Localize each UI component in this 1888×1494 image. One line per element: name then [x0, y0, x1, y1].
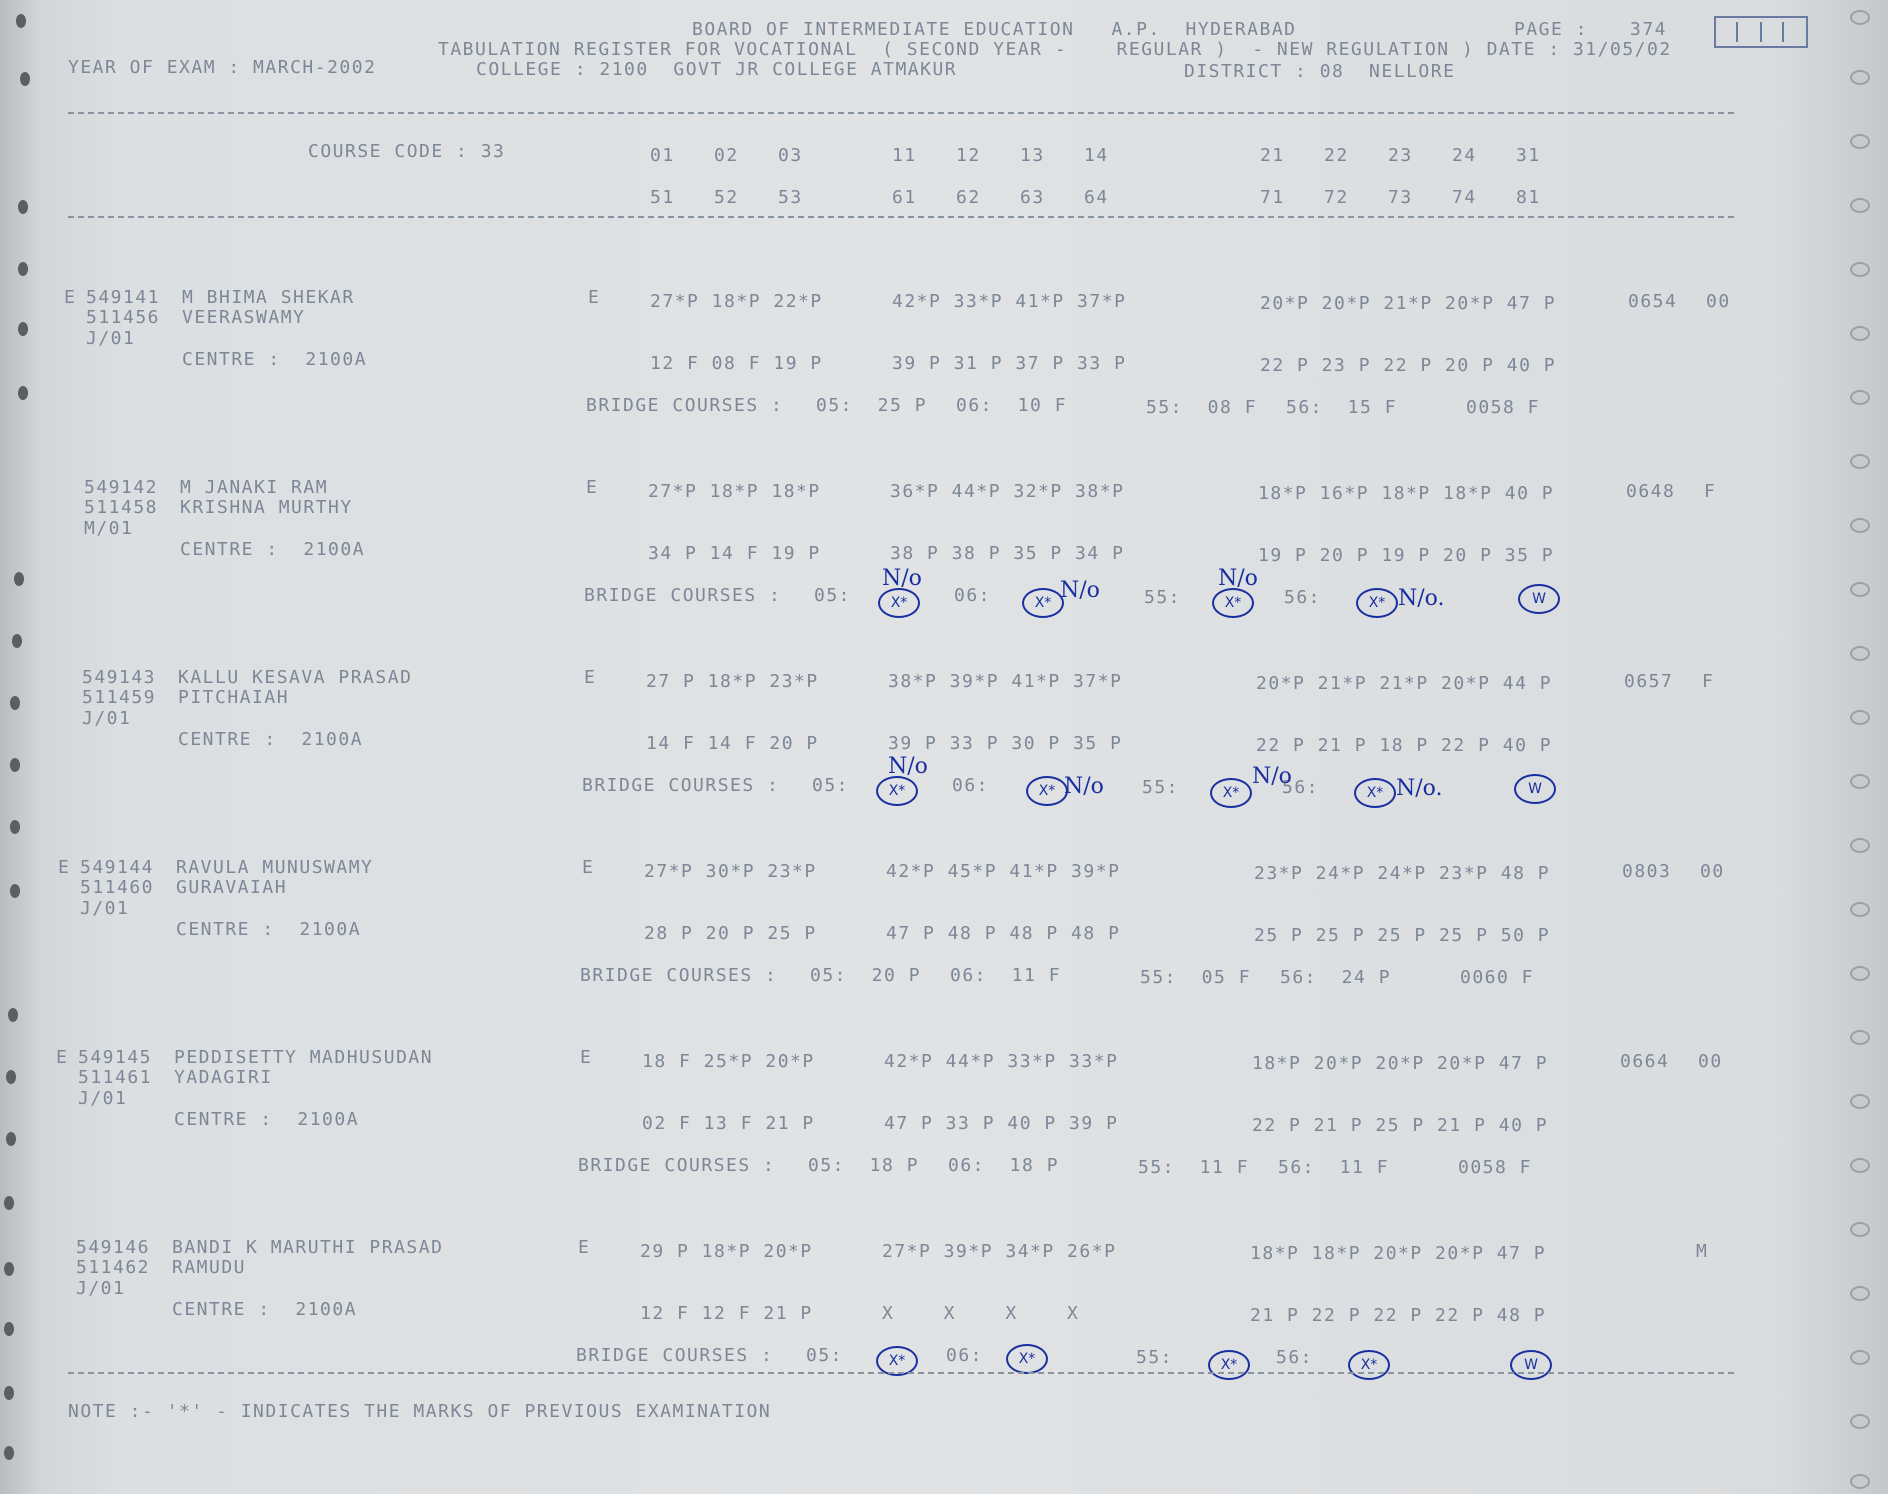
binder-hole — [18, 200, 28, 214]
marks-subgroup-1: 34 P 14 F 19 P — [648, 543, 821, 564]
result-code: 00 — [1698, 1051, 1723, 1072]
bridge-course-56: 56: — [1276, 1347, 1314, 1368]
binder-hole — [18, 322, 28, 336]
result-code: 00 — [1706, 291, 1731, 312]
course-code: 62 — [956, 187, 981, 208]
marks-subgroup-3: 25 P 25 P 25 P 25 P 50 P — [1254, 925, 1551, 946]
bridge-course-06: 06: 18 P — [948, 1155, 1060, 1176]
course-code: 61 — [892, 187, 917, 208]
tractor-hole — [1850, 1094, 1870, 1109]
course-code: 52 — [714, 187, 739, 208]
binder-hole — [12, 634, 22, 648]
board-title: BOARD OF INTERMEDIATE EDUCATION A.P. HYDERABAD — [692, 19, 1297, 40]
marks-group-3: 20*P 20*P 21*P 20*P 47 P — [1260, 293, 1557, 314]
marks-subgroup-2: 38 P 38 P 35 P 34 P — [890, 543, 1125, 564]
circled-mark-stamp: X* — [876, 776, 918, 806]
circled-mark-stamp: X* — [1022, 588, 1064, 618]
centre-label: CENTRE : 2100A — [174, 1109, 360, 1130]
handwritten-note: N/o — [1252, 764, 1292, 789]
marks-group-1: 27*P 18*P 22*P — [650, 291, 823, 312]
marks-group-2: 42*P 44*P 33*P 33*P — [884, 1051, 1119, 1072]
circled-mark-stamp: W — [1514, 774, 1556, 804]
binder-hole — [4, 1196, 14, 1210]
circled-mark-stamp: X* — [1210, 778, 1252, 808]
circled-mark-stamp: W — [1518, 584, 1560, 614]
binder-hole — [4, 1386, 14, 1400]
binder-hole — [6, 1132, 16, 1146]
tractor-hole — [1850, 838, 1870, 853]
course-code: 01 — [650, 145, 675, 166]
bridge-courses-label: BRIDGE COURSES : — [580, 965, 778, 986]
binder-hole — [16, 14, 26, 28]
marks-subgroup-3: 22 P 23 P 22 P 20 P 40 P — [1260, 355, 1557, 376]
centre-label: CENTRE : 2100A — [178, 729, 364, 750]
course-code: 31 — [1516, 145, 1541, 166]
binder-hole — [4, 1322, 14, 1336]
bridge-course-05: 05: 25 P — [816, 395, 928, 416]
exempt-flag: E — [64, 287, 77, 308]
marks-group-2: 36*P 44*P 32*P 38*P — [890, 481, 1125, 502]
father-name: VEERASWAMY — [182, 307, 306, 328]
college-name: COLLEGE : 2100 GOVT JR COLLEGE ATMAKUR — [476, 59, 958, 80]
marks-subgroup-2: 39 P 33 P 30 P 35 P — [888, 733, 1123, 754]
circled-mark-stamp: X* — [878, 588, 920, 618]
marks-subgroup-2: 39 P 31 P 37 P 33 P — [892, 353, 1127, 374]
exam-year: YEAR OF EXAM : MARCH-2002 — [68, 57, 377, 78]
medium: E — [580, 1047, 593, 1068]
tractor-hole — [1850, 710, 1870, 725]
bridge-course-55: 55: — [1142, 777, 1180, 798]
medium: E — [578, 1237, 591, 1258]
bridge-courses-label: BRIDGE COURSES : — [582, 775, 780, 796]
tractor-hole — [1850, 10, 1870, 25]
handwritten-note: N/o — [888, 754, 928, 779]
handwritten-note: N/o — [1218, 566, 1258, 591]
course-code: 72 — [1324, 187, 1349, 208]
codes-divider — [68, 216, 1734, 218]
exempt-flag: E — [56, 1047, 69, 1068]
medium: E — [588, 287, 601, 308]
father-name: PITCHAIAH — [178, 687, 290, 708]
tractor-hole — [1850, 1286, 1870, 1301]
course-code: 74 — [1452, 187, 1477, 208]
student-name: PEDDISETTY MADHUSUDAN — [174, 1047, 434, 1068]
tractor-hole — [1850, 390, 1870, 405]
circled-mark-stamp: X* — [1208, 1350, 1250, 1380]
marks-subgroup-1: 02 F 13 F 21 P — [642, 1113, 815, 1134]
registration-number: 511459 — [82, 687, 157, 708]
binder-hole — [10, 884, 20, 898]
marks-subgroup-1: 12 F 08 F 19 P — [650, 353, 823, 374]
board-logo — [1714, 16, 1808, 48]
marks-group-1: 27*P 30*P 23*P — [644, 861, 817, 882]
circled-mark-stamp: X* — [1354, 778, 1396, 808]
father-name: KRISHNA MURTHY — [180, 497, 353, 518]
marks-subgroup-3: 22 P 21 P 18 P 22 P 40 P — [1256, 735, 1553, 756]
marks-subgroup-3: 19 P 20 P 19 P 20 P 35 P — [1258, 545, 1555, 566]
course-code: 73 — [1388, 187, 1413, 208]
tractor-hole — [1850, 646, 1870, 661]
handwritten-note: N/o. — [1398, 586, 1445, 611]
tractor-hole — [1850, 1158, 1870, 1173]
centre-label: CENTRE : 2100A — [182, 349, 368, 370]
course-code: 21 — [1260, 145, 1285, 166]
tractor-hole — [1850, 1350, 1870, 1365]
course-code: 13 — [1020, 145, 1045, 166]
marks-subgroup-2: 47 P 33 P 40 P 39 P — [884, 1113, 1119, 1134]
centre-label: CENTRE : 2100A — [172, 1299, 358, 1320]
tractor-hole — [1850, 582, 1870, 597]
marks-group-3: 20*P 21*P 21*P 20*P 44 P — [1256, 673, 1553, 694]
binder-hole — [8, 1008, 18, 1022]
marks-group-2: 42*P 45*P 41*P 39*P — [886, 861, 1121, 882]
result-code: M — [1696, 1241, 1709, 1262]
circled-mark-stamp: W — [1510, 1350, 1552, 1380]
registration-number: 511460 — [80, 877, 155, 898]
bridge-course-56: 56: — [1282, 777, 1320, 798]
bridge-course-55: 55: 11 F — [1138, 1157, 1250, 1178]
bridge-course-56: 56: 15 F — [1286, 397, 1398, 418]
tractor-hole — [1850, 1474, 1870, 1489]
course-code: 12 — [956, 145, 981, 166]
course-code: 24 — [1452, 145, 1477, 166]
bridge-course-55: 55: 05 F — [1140, 967, 1252, 988]
bridge-course-56: 56: 11 F — [1278, 1157, 1390, 1178]
marks-group-3: 18*P 16*P 18*P 18*P 40 P — [1258, 483, 1555, 504]
circled-mark-stamp: X* — [1356, 588, 1398, 618]
tractor-hole — [1850, 774, 1870, 789]
bridge-course-55: 55: — [1136, 1347, 1174, 1368]
bridge-courses-label: BRIDGE COURSES : — [584, 585, 782, 606]
circled-mark-stamp: X* — [1026, 776, 1068, 806]
marks-subgroup-1: 14 F 14 F 20 P — [646, 733, 819, 754]
student-name: KALLU KESAVA PRASAD — [178, 667, 413, 688]
register-title: TABULATION REGISTER FOR VOCATIONAL ( SECOND YEAR - REGULAR ) - NEW REGULATION ) DATE : 31/05/02 — [438, 39, 1672, 60]
student-name: BANDI K MARUTHI PRASAD — [172, 1237, 444, 1258]
bridge-course-06: 06: — [946, 1345, 984, 1366]
header-divider — [68, 112, 1734, 114]
marks-group-1: 18 F 25*P 20*P — [642, 1051, 815, 1072]
course-code: 02 — [714, 145, 739, 166]
tractor-hole — [1850, 966, 1870, 981]
bridge-total: 0060 F — [1460, 967, 1535, 988]
bridge-course-56: 56: — [1284, 587, 1322, 608]
page-number: 374 — [1630, 19, 1668, 40]
binder-hole — [20, 72, 30, 86]
tractor-hole — [1850, 262, 1870, 277]
class-code: J/01 — [82, 708, 132, 729]
grand-total: 0664 — [1620, 1051, 1670, 1072]
circled-mark-stamp: X* — [876, 1346, 918, 1376]
registration-number: 511456 — [86, 307, 161, 328]
bridge-courses-label: BRIDGE COURSES : — [586, 395, 784, 416]
father-name: GURAVAIAH — [176, 877, 288, 898]
course-code-label: COURSE CODE : 33 — [308, 141, 506, 162]
hall-ticket-number: 549142 — [84, 477, 159, 498]
binder-hole — [14, 572, 24, 586]
bridge-course-05: 05: — [806, 1345, 844, 1366]
bridge-course-05: 05: 18 P — [808, 1155, 920, 1176]
medium: E — [586, 477, 599, 498]
handwritten-note: N/o. — [1396, 776, 1443, 801]
tractor-hole — [1850, 1414, 1870, 1429]
medium: E — [584, 667, 597, 688]
tractor-hole — [1850, 198, 1870, 213]
medium: E — [582, 857, 595, 878]
tractor-hole — [1850, 454, 1870, 469]
hall-ticket-number: 549141 — [86, 287, 161, 308]
bridge-total: 0058 F — [1458, 1157, 1533, 1178]
footnote: NOTE :- '*' - INDICATES THE MARKS OF PREVIOUS EXAMINATION — [68, 1401, 772, 1422]
tractor-hole — [1850, 1030, 1870, 1045]
marks-group-1: 27 P 18*P 23*P — [646, 671, 819, 692]
marks-group-2: 38*P 39*P 41*P 37*P — [888, 671, 1123, 692]
bridge-courses-label: BRIDGE COURSES : — [578, 1155, 776, 1176]
marks-subgroup-3: 21 P 22 P 22 P 22 P 48 P — [1250, 1305, 1547, 1326]
bridge-total: 0058 F — [1466, 397, 1541, 418]
centre-label: CENTRE : 2100A — [180, 539, 366, 560]
binder-hole — [10, 820, 20, 834]
registration-number: 511458 — [84, 497, 159, 518]
result-code: F — [1704, 481, 1717, 502]
grand-total: 0657 — [1624, 671, 1674, 692]
tractor-hole — [1850, 1222, 1870, 1237]
page-label: PAGE : — [1514, 19, 1589, 40]
tractor-hole — [1850, 326, 1870, 341]
binder-hole — [10, 696, 20, 710]
tractor-hole — [1850, 134, 1870, 149]
course-code: 51 — [650, 187, 675, 208]
district-name: DISTRICT : 08 NELLORE — [1184, 61, 1456, 82]
bridge-course-05: 05: — [812, 775, 850, 796]
grand-total: 0654 — [1628, 291, 1678, 312]
grand-total: 0648 — [1626, 481, 1676, 502]
student-name: M BHIMA SHEKAR — [182, 287, 355, 308]
bridge-course-05: 05: — [814, 585, 852, 606]
marks-subgroup-3: 22 P 21 P 25 P 21 P 40 P — [1252, 1115, 1549, 1136]
registration-number: 511461 — [78, 1067, 153, 1088]
circled-mark-stamp: X* — [1348, 1350, 1390, 1380]
bridge-course-05: 05: 20 P — [810, 965, 922, 986]
marks-group-2: 42*P 33*P 41*P 37*P — [892, 291, 1127, 312]
marks-subgroup-2: 47 P 48 P 48 P 48 P — [886, 923, 1121, 944]
student-name: M JANAKI RAM — [180, 477, 329, 498]
bridge-course-55: 55: 08 F — [1146, 397, 1258, 418]
binder-hole — [6, 1070, 16, 1084]
course-code: 23 — [1388, 145, 1413, 166]
course-code: 03 — [778, 145, 803, 166]
result-code: F — [1702, 671, 1715, 692]
tractor-hole — [1850, 518, 1870, 533]
bridge-course-56: 56: 24 P — [1280, 967, 1392, 988]
circled-mark-stamp: X* — [1212, 588, 1254, 618]
hall-ticket-number: 549145 — [78, 1047, 153, 1068]
binder-hole — [18, 262, 28, 276]
result-code: 00 — [1700, 861, 1725, 882]
handwritten-note: N/o — [1064, 774, 1104, 799]
handwritten-note: N/o — [1060, 578, 1100, 603]
hall-ticket-number: 549144 — [80, 857, 155, 878]
circled-mark-stamp: X* — [1006, 1344, 1048, 1374]
bridge-course-06: 06: 11 F — [950, 965, 1062, 986]
father-name: YADAGIRI — [174, 1067, 273, 1088]
marks-group-3: 23*P 24*P 24*P 23*P 48 P — [1254, 863, 1551, 884]
marks-group-1: 27*P 18*P 18*P — [648, 481, 821, 502]
class-code: J/01 — [86, 328, 136, 349]
exempt-flag: E — [58, 857, 71, 878]
course-code: 71 — [1260, 187, 1285, 208]
student-name: RAVULA MUNUSWAMY — [176, 857, 374, 878]
bridge-course-55: 55: — [1144, 587, 1182, 608]
bridge-course-06: 06: — [952, 775, 990, 796]
marks-group-3: 18*P 18*P 20*P 20*P 47 P — [1250, 1243, 1547, 1264]
binder-hole — [4, 1262, 14, 1276]
tractor-hole — [1850, 902, 1870, 917]
binder-hole — [18, 386, 28, 400]
marks-subgroup-2: X X X X — [882, 1303, 1080, 1324]
hall-ticket-number: 549146 — [76, 1237, 151, 1258]
course-code: 11 — [892, 145, 917, 166]
course-code: 53 — [778, 187, 803, 208]
bridge-course-06: 06: — [954, 585, 992, 606]
registration-number: 511462 — [76, 1257, 151, 1278]
binder-hole — [4, 1446, 14, 1460]
course-code: 22 — [1324, 145, 1349, 166]
father-name: RAMUDU — [172, 1257, 247, 1278]
class-code: J/01 — [80, 898, 130, 919]
marks-subgroup-1: 28 P 20 P 25 P — [644, 923, 817, 944]
marks-group-2: 27*P 39*P 34*P 26*P — [882, 1241, 1117, 1262]
course-code: 81 — [1516, 187, 1541, 208]
footer-divider — [68, 1372, 1734, 1374]
hall-ticket-number: 549143 — [82, 667, 157, 688]
tractor-hole — [1850, 70, 1870, 85]
bridge-course-06: 06: 10 F — [956, 395, 1068, 416]
binder-hole — [10, 758, 20, 772]
class-code: J/01 — [76, 1278, 126, 1299]
class-code: M/01 — [84, 518, 134, 539]
grand-total: 0803 — [1622, 861, 1672, 882]
bridge-courses-label: BRIDGE COURSES : — [576, 1345, 774, 1366]
marks-group-3: 18*P 20*P 20*P 20*P 47 P — [1252, 1053, 1549, 1074]
marks-group-1: 29 P 18*P 20*P — [640, 1241, 813, 1262]
course-code: 64 — [1084, 187, 1109, 208]
course-code: 14 — [1084, 145, 1109, 166]
course-code: 63 — [1020, 187, 1045, 208]
class-code: J/01 — [78, 1088, 128, 1109]
centre-label: CENTRE : 2100A — [176, 919, 362, 940]
handwritten-note: N/o — [882, 566, 922, 591]
marks-subgroup-1: 12 F 12 F 21 P — [640, 1303, 813, 1324]
